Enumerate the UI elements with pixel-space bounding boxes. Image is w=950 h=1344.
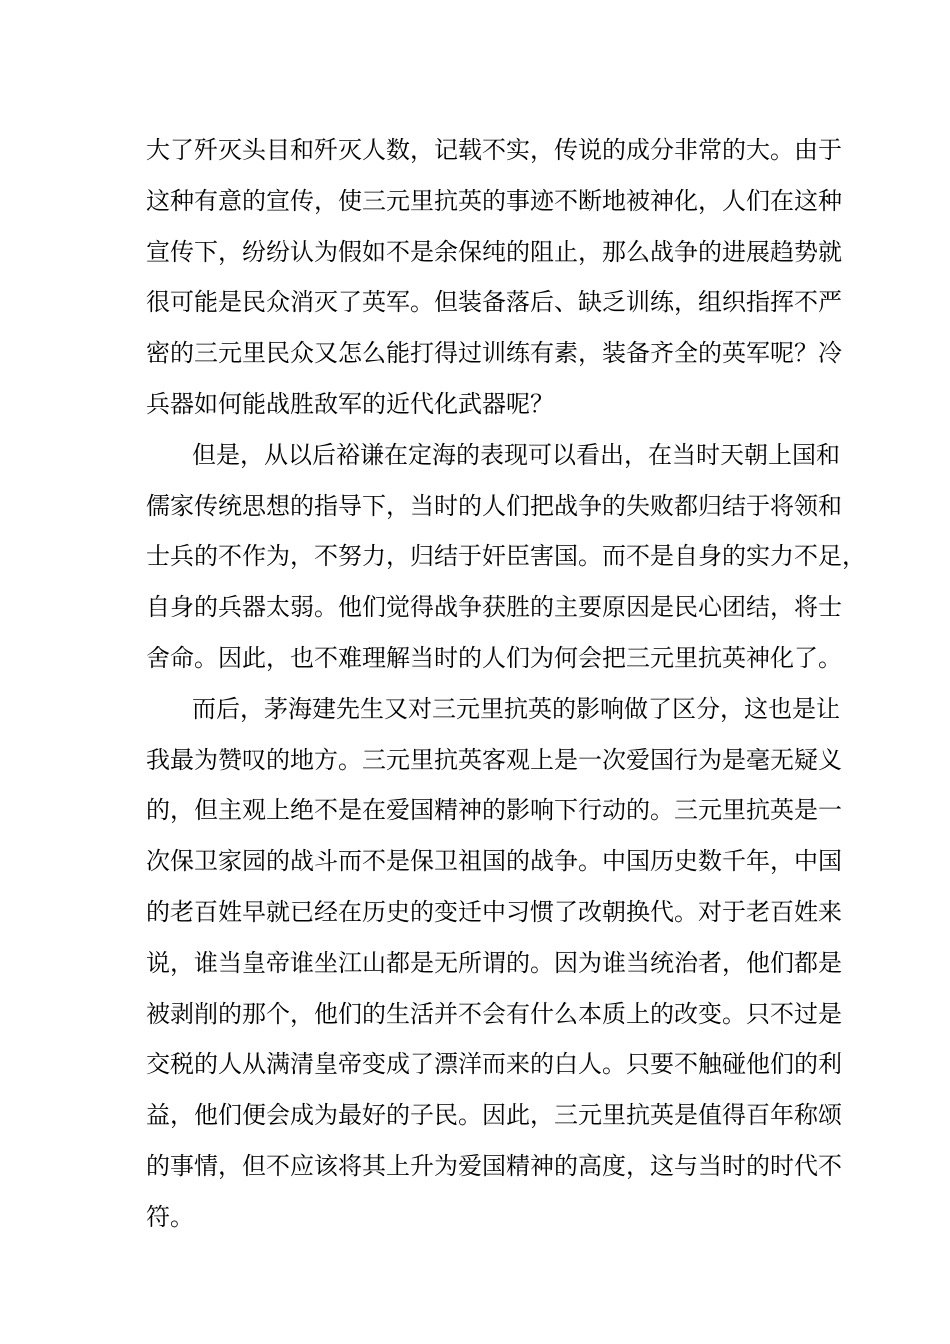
text-line: 被剥削的那个，他们的生活并不会有什么本质上的改变。只不过是 [146,999,842,1028]
text-line: 大了歼灭头目和歼灭人数，记载不实，传说的成分非常的大。由于 [146,136,842,164]
text-line: 的老百姓早就已经在历史的变迁中习惯了改朝换代。对于老百姓来 [146,897,842,926]
text-line: 次保卫家园的战斗而不是保卫祖国的战争。中国历史数千年，中国 [146,847,842,876]
text-line: 儒家传统思想的指导下，当时的人们把战争的失败都归结于将领和 [146,491,842,520]
text-line: 很可能是民众消灭了英军。但装备落后、缺乏训练，组织指挥不严 [146,288,842,317]
text-line: 的，但主观上绝不是在爱国精神的影响下行动的。三元里抗英是一 [146,796,842,825]
text-line: 自身的兵器太弱。他们觉得战争获胜的主要原因是民心团结，将士 [146,593,842,622]
text-line: 兵器如何能战胜敌军的近代化武器呢？ [146,389,554,418]
paragraph [146,125,842,430]
text-line: 益，他们便会成为最好的子民。因此，三元里抗英是值得百年称颂 [146,1101,842,1130]
text-line: 舍命。因此，也不难理解当时的人们为何会把三元里抗英神化了。 [146,643,842,672]
text-line: 这种有意的宣传，使三元里抗英的事迹不断地被神化，人们在这种 [146,186,842,215]
text-line: 士兵的不作为，不努力，归结于奸臣害国。而不是自身的实力不足， [146,542,866,571]
document-body [146,125,866,1243]
text-line: 说，谁当皇帝谁坐江山都是无所谓的。因为谁当统治者，他们都是 [146,948,842,977]
paragraph [146,684,842,1243]
text-line: 符。 [146,1202,194,1231]
text-line: 我最为赞叹的地方。三元里抗英客观上是一次爱国行为是毫无疑义 [146,745,842,774]
text-line: 交税的人从满清皇帝变成了漂洋而来的白人。只要不触碰他们的利 [146,1050,842,1079]
text-line: 密的三元里民众又怎么能打得过训练有素，装备齐全的英军呢？冷 [146,339,842,368]
text-line: 宣传下，纷纷认为假如不是余保纯的阻止，那么战争的进展趋势就 [146,237,842,266]
text-line: 的事情，但不应该将其上升为爱国精神的高度，这与当时的时代不 [146,1151,842,1180]
text-line: 但是，从以后裕谦在定海的表现可以看出，在当时天朝上国和 [192,440,840,469]
paragraph [146,430,866,684]
text-line: 而后，茅海建先生又对三元里抗英的影响做了区分，这也是让 [192,694,840,723]
